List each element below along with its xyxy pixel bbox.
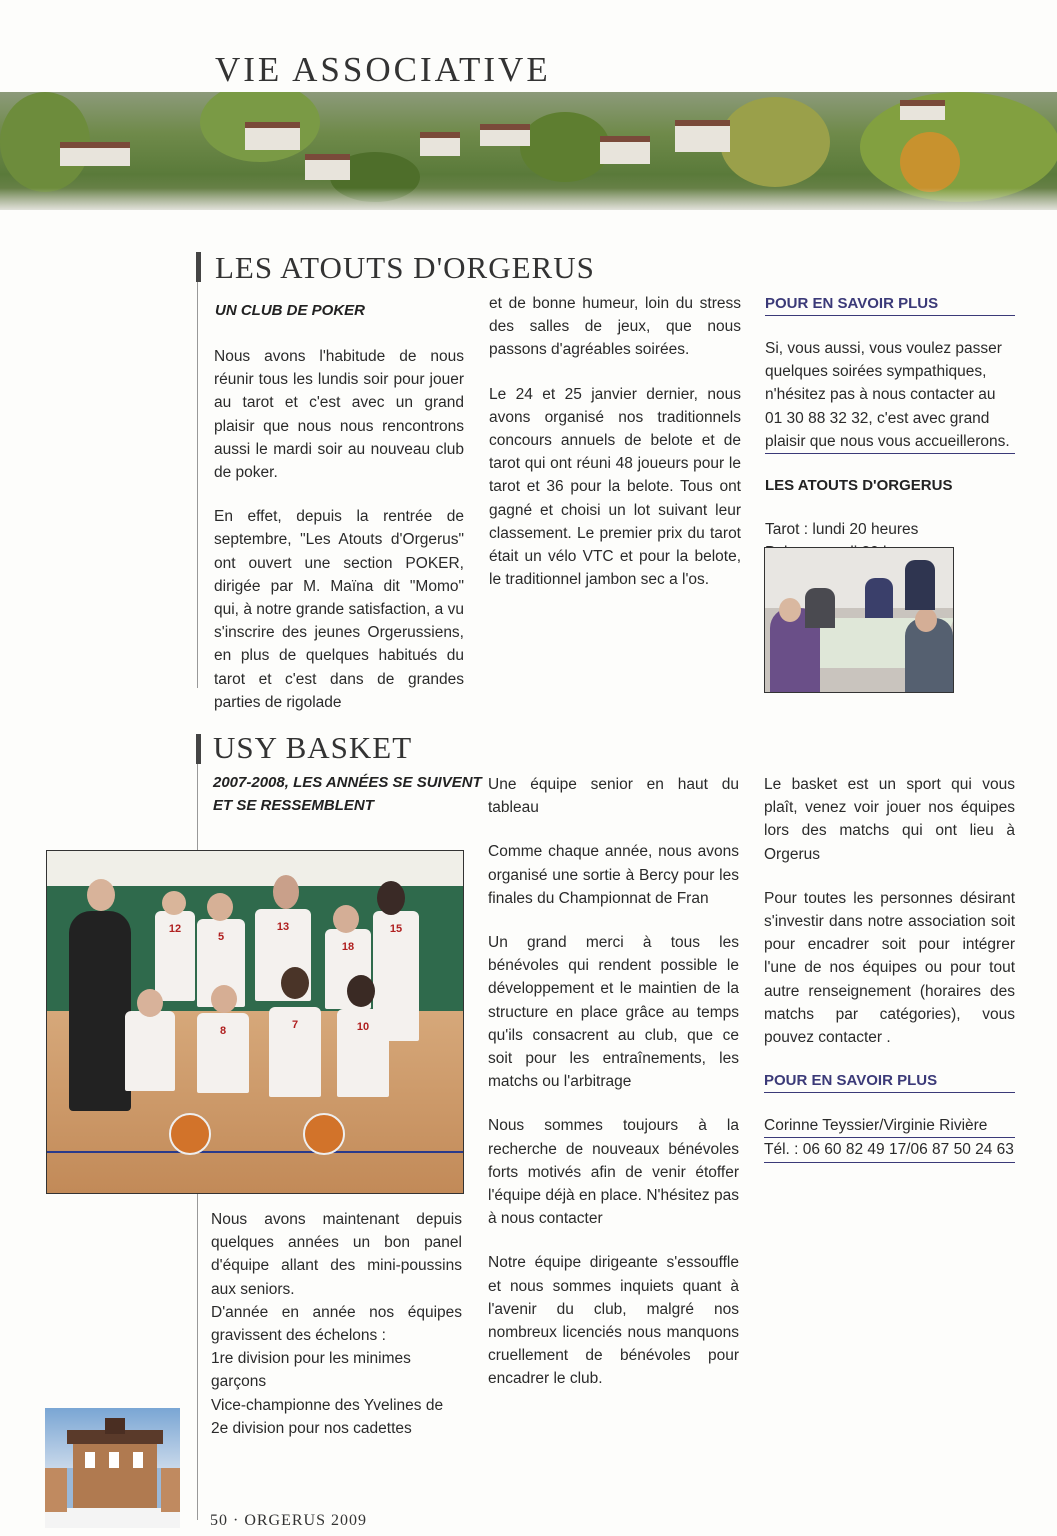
basket-paragraph: D'année en année nos équipes gravissent des échelons : xyxy=(211,1303,462,1345)
basket-paragraph: 1re division pour les minimes garçons xyxy=(211,1350,411,1391)
atouts-club-name: LES ATOUTS D'ORGERUS xyxy=(765,477,953,495)
basketball-team-photo xyxy=(46,850,464,1194)
basket-paragraph: Nous sommes toujours à la recherche de nouveaux bénévoles forts motivés afin de venir étoffer l'équipe déjà en place. N'hésitez pas à nous contacter xyxy=(488,1117,739,1228)
town-hall-photo xyxy=(45,1408,180,1528)
basket-paragraph: Pour toutes les personnes désirant s'investir dans notre association soit pour encadrer soit pour intégrer l'une de nos équipes ou pour tout autre renseignement (horaires des matchs par catégories), vous pouvez contacter . xyxy=(764,889,1015,1047)
basket-paragraph: Une équipe senior en haut du tableau xyxy=(488,776,739,817)
jersey-number: 5 xyxy=(217,931,225,943)
basket-column-3 xyxy=(764,773,1015,1163)
page-footer: 50 · ORGERUS 2009 xyxy=(210,1512,368,1529)
atouts-info-heading: POUR EN SAVOIR PLUS xyxy=(765,293,1015,316)
jersey-number: 13 xyxy=(276,921,290,933)
jersey-number: 18 xyxy=(341,941,355,953)
atouts-schedule-tarot: Tarot : lundi 20 heures xyxy=(765,521,919,539)
jersey-number: 7 xyxy=(291,1019,299,1031)
jersey-number: 15 xyxy=(389,923,403,935)
basket-paragraph: Nous avons maintenant depuis quelques années un bon panel d'équipe allant des mini-poussins aux seniors. xyxy=(211,1211,462,1298)
basket-subtitle xyxy=(213,771,482,817)
title-bar xyxy=(196,252,201,282)
atouts-paragraph: En effet, depuis la rentrée de septembre, "Les Atouts d'Orgerus" ont ouvert une section POKER, dirigée par M. Maïna dit "Momo" qui, à notre grande satisfaction, a vu s'inscrire des jeunes Orgerussiens, en plus de quelques habitués du tarot et c'est dans de grandes parties de rigolade xyxy=(214,508,464,711)
column-rule xyxy=(197,258,198,688)
section-title: VIE ASSOCIATIVE xyxy=(215,50,551,89)
jersey-number: 10 xyxy=(356,1021,370,1033)
atouts-subtitle: UN CLUB DE POKER xyxy=(215,302,366,319)
basket-title: USY BASKET xyxy=(213,730,413,765)
basket-paragraph: Un grand merci à tous les bénévoles qui rendent possible le développement et le maintien de la structure en place grâce au temps qu'ils consacrent au club, que ce soit pour les entraînements, les matchs ou l'arbitrage xyxy=(488,934,739,1091)
card-players-photo xyxy=(764,547,954,693)
basket-subtitle-line: 2007-2008, LES ANNÉES SE SUIVENT xyxy=(213,774,482,791)
title-bar xyxy=(196,734,201,764)
atouts-paragraph: Le 24 et 25 janvier dernier, nous avons organisé nos traditionnels concours annuels de belote et de tarot qui ont réuni 48 joueurs pour le tarot et 36 pour la belote. Tous ont gagné et choisi un lot suivant leur classement. Le premier prix du tarot était un vélo VTC et pour la belote, le traditionnel jambon sec a l'os. xyxy=(489,385,741,589)
atouts-paragraph: et de bonne humeur, loin du stress des salles de jeux, que nous passons d'agréables soirées. xyxy=(489,295,741,359)
aerial-village-banner-photo xyxy=(0,92,1057,210)
basket-paragraph: Comme chaque année, nous avons organisé une sortie à Bercy pour les finales du Championnat de Fran xyxy=(488,843,739,907)
atouts-paragraph: Nous avons l'habitude de nous réunir tous les lundis soir pour jouer au tarot et c'est avec un grand plaisir que nous nous rencontrons aussi le mardi soir au nouveau club de poker. xyxy=(214,348,464,482)
basket-column-2 xyxy=(488,773,739,1412)
basket-paragraph: Le basket est un sport qui vous plaît, venez voir jouer nos équipes lors des matchs qui ont lieu à Orgerus xyxy=(764,776,1015,863)
basket-paragraph: Notre équipe dirigeante s'essouffle et nous sommes inquiets quant à l'avenir du club, malgré nos nombreux licenciés nous manquons cruellement de bénévoles pour encadrer le club. xyxy=(488,1254,739,1388)
basket-info-heading: POUR EN SAVOIR PLUS xyxy=(764,1070,1015,1093)
basket-contact-phone: Tél. : 06 60 82 49 17/06 87 50 24 63 xyxy=(764,1138,1015,1162)
atouts-info-text: Si, vous aussi, vous voulez passer quelques soirées sympathiques, n'hésitez pas à nous contacter au 01 30 88 32 32, c'est avec grand plaisir que nous vous accueillerons. xyxy=(765,337,1015,454)
jersey-number: 8 xyxy=(219,1025,227,1037)
basket-contact-names: Corinne Teyssier/Virginie Rivière xyxy=(764,1114,1015,1138)
basket-column-1 xyxy=(211,1208,462,1440)
atouts-title: LES ATOUTS D'ORGERUS xyxy=(215,250,595,285)
jersey-number: 12 xyxy=(168,923,182,935)
atouts-column-2 xyxy=(489,292,741,612)
atouts-column-1 xyxy=(214,345,464,735)
basket-paragraph: Vice-championne des Yvelines de 2e division pour nos cadettes xyxy=(211,1396,444,1437)
basket-subtitle-line: ET SE RESSEMBLENT xyxy=(213,797,374,814)
atouts-info-box xyxy=(765,293,1015,564)
